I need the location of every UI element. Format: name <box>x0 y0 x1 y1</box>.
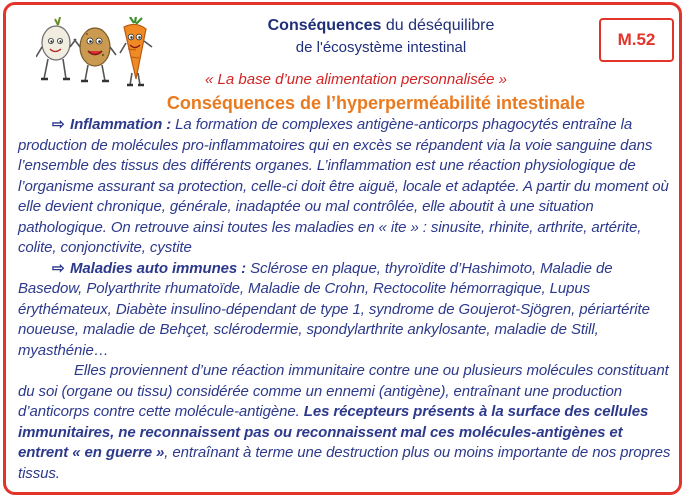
title-line-2: de l'écosystème intestinal <box>295 39 467 56</box>
garlic-mascot-icon <box>36 17 76 79</box>
title-line-1 <box>201 15 561 37</box>
origin-text: Elles proviennent d’une réaction immunitaire contre une ou plusieurs molécules constituant du soi (organe ou tissu) considérée comme un ennemi (antigène), entraînant une production d’anticorps contre cette molécule-antigène. <box>18 362 669 420</box>
document-code-badge: M.52 <box>599 18 674 62</box>
page-title <box>201 15 561 59</box>
body-text <box>18 115 675 484</box>
paragraph-inflammation <box>18 115 675 259</box>
subtitle: « La base d’une alimentation personnalisée » <box>205 71 507 88</box>
potato-mascot-icon <box>74 28 116 81</box>
origin-tail: , entraînant à terme une destruction plus ou moins importante de nos propres tissus. <box>18 444 671 482</box>
document-card <box>3 2 682 495</box>
term-inflammation: Inflammation : <box>70 116 172 133</box>
carrot-mascot-icon <box>120 17 152 85</box>
vegetable-mascots-icon <box>36 17 154 89</box>
paragraph-auto-immune <box>18 259 675 362</box>
paragraph-origin <box>18 361 675 484</box>
arrow-right-icon: ⇨ <box>52 259 65 277</box>
arrow-right-icon: ⇨ <box>52 116 65 133</box>
title-rest: du déséquilibre <box>381 17 495 34</box>
title-bold: Conséquences <box>267 17 382 34</box>
origin-emphasis: Les récepteurs présents à la surface des cellules immunitaires, ne reconnaissent pas ou reconnaissent mal ces molécules-antigènes et entrent « en guerre » <box>18 403 649 461</box>
auto-immune-text: Sclérose en plaque, thyroïdite d’Hashimoto, Maladie de Basedow, Polyarthrite rhumatoïde, Maladie de Crohn, Rectocolite hémorragique, Lupus érythémateux, Diabète insulino-dépendant de type 1, syndrome de Goujerot-Sjögren, périartérite noueuse, maladie de Behçet, sclérodermie, spondylarthrite ankylosante, maladie de Still, myasthénie… <box>18 259 650 359</box>
section-heading: Conséquences de l’hyperperméabilité intestinale <box>166 93 586 113</box>
term-auto-immune: Maladies auto immunes : <box>70 259 247 277</box>
inflammation-text: La formation de complexes antigène-anticorps phagocytés entraîne la production de molécules pro-inflammatoires qui en excès se répandent via la voie sanguine dans l’ensemble des tissus des différents organes. L’inflammation est une réaction physiologique de l’organisme assurant sa protection, celle-ci doit être aiguë, locale et adaptée. A partir du moment où elle devient chronique, générale, inadaptée ou mal contrôlée, elle aboutit à une situation pathologique. On retrouve ainsi toutes les maladies en « ite » : sinusite, rhinite, arthrite, artérite, colite, conjonctivite, cystite <box>18 116 669 256</box>
